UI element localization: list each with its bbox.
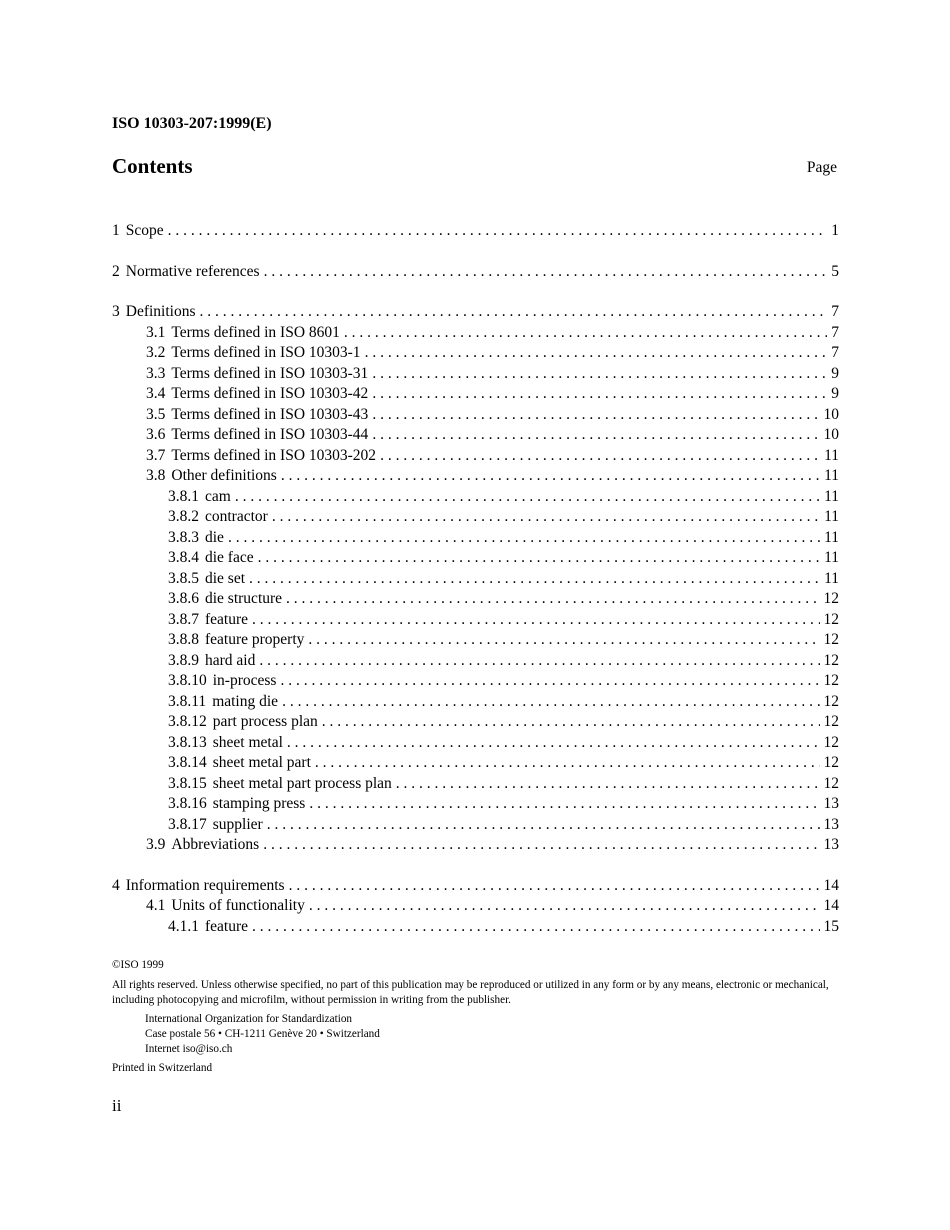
dot-leader: [372, 384, 827, 405]
toc-entry-title: Terms defined in ISO 10303-42: [171, 385, 369, 402]
dot-leader: [235, 487, 820, 508]
toc-entry-page: 12: [823, 774, 839, 792]
toc-entry-title: die structure: [205, 590, 283, 607]
table-of-contents: [112, 221, 839, 937]
dot-leader: [249, 569, 820, 590]
toc-entry-page: 15: [823, 917, 839, 935]
copyright-notice: ©ISO 1999: [112, 959, 164, 971]
toc-entry-title: Terms defined in ISO 10303-44: [171, 426, 369, 443]
toc-entry-title: supplier: [212, 815, 263, 833]
toc-entry-title: feature: [205, 917, 249, 935]
toc-entry-title: Terms defined in ISO 8601: [171, 323, 340, 341]
dot-leader: [252, 610, 819, 631]
toc-entry-page: 9: [831, 385, 839, 402]
dot-leader: [372, 405, 819, 426]
toc-entry-title: hard aid: [205, 651, 256, 669]
dot-leader: [315, 753, 820, 774]
toc-entry-page: 7: [831, 344, 839, 361]
toc-entry[interactable]: [112, 425, 839, 446]
toc-entry-page: 5: [831, 262, 839, 280]
dot-leader: [263, 835, 819, 856]
toc-entry[interactable]: [112, 651, 839, 672]
dot-leader: [200, 302, 828, 323]
org-name: International Organization for Standardization: [145, 1013, 353, 1025]
dot-leader: [372, 425, 819, 446]
toc-entry[interactable]: [112, 733, 839, 754]
toc-entry[interactable]: [112, 671, 839, 692]
toc-entry-title: part process plan: [212, 713, 318, 730]
dot-leader: [228, 528, 820, 549]
toc-entry-title: stamping press: [212, 795, 306, 812]
toc-entry-title: Information requirements: [125, 876, 285, 894]
toc-entry-title: mating die: [212, 692, 279, 710]
toc-entry-title: Terms defined in ISO 10303-1: [171, 344, 361, 361]
dot-leader: [309, 794, 819, 815]
toc-entry-page: 1: [831, 222, 839, 239]
toc-entry-number: 3.2: [146, 344, 166, 361]
toc-entry-title: die face: [205, 549, 254, 566]
toc-entry-number: 3.8.17: [168, 815, 207, 833]
dot-leader: [308, 630, 819, 651]
org-address: Case postale 56 • CH-1211 Genève 20 • Switzerland: [145, 1028, 380, 1040]
dot-leader: [267, 815, 820, 836]
toc-entry-page: 7: [831, 323, 839, 341]
document-id: ISO 10303-207:1999(E): [112, 115, 272, 132]
dot-leader: [365, 343, 828, 364]
toc-entry[interactable]: [112, 384, 839, 405]
toc-entry-page: 11: [824, 508, 839, 525]
toc-entry-page: 12: [823, 590, 839, 607]
toc-entry-number: 3.8.2: [168, 508, 199, 525]
toc-entry-number: 3.9: [146, 836, 166, 853]
toc-entry[interactable]: [112, 896, 839, 917]
toc-entry-number: 3.8.4: [168, 549, 199, 566]
toc-entry[interactable]: [112, 876, 839, 897]
toc-entry-number: 3.5: [146, 405, 166, 423]
toc-entry[interactable]: [112, 302, 839, 323]
dot-leader: [258, 548, 820, 569]
toc-entry-page: 10: [823, 426, 839, 443]
dot-leader: [252, 917, 819, 938]
toc-entry-number: 3.8.11: [168, 692, 207, 710]
toc-entry-title: Abbreviations: [171, 836, 260, 853]
toc-entry[interactable]: [112, 917, 839, 938]
org-internet: Internet iso@iso.ch: [145, 1043, 233, 1055]
dot-leader: [287, 733, 820, 754]
dot-leader: [280, 671, 819, 692]
toc-entry-number: 3.8.6: [168, 590, 199, 607]
dot-leader: [380, 446, 820, 467]
toc-entry-number: 3.8.16: [168, 795, 207, 812]
toc-entry-page: 11: [824, 569, 839, 587]
toc-entry-page: 11: [824, 528, 839, 546]
toc-entry-title: Units of functionality: [171, 897, 305, 914]
toc-entry-title: Definitions: [125, 303, 196, 320]
toc-entry-title: Scope: [125, 222, 164, 239]
toc-entry-title: in-process: [212, 672, 277, 689]
page-number: ii: [112, 1096, 122, 1115]
toc-entry-title: die: [205, 528, 224, 546]
toc-entry-title: sheet metal part process plan: [212, 774, 392, 792]
toc-entry-number: 1: [112, 222, 120, 239]
toc-entry[interactable]: [112, 405, 839, 426]
toc-entry-number: 3.1: [146, 323, 166, 341]
toc-entry-title: sheet metal: [212, 733, 283, 751]
toc-entry[interactable]: [112, 794, 839, 815]
toc-entry-page: 12: [823, 672, 839, 689]
toc-entry-page: 12: [823, 651, 839, 669]
dot-leader: [286, 589, 819, 610]
contents-heading: Contents: [112, 154, 193, 178]
dot-leader: [344, 323, 827, 344]
rights-statement: All rights reserved. Unless otherwise specified, no part of this publication may be reproduced or utilized in any form or by any means, electronic or mechanical, including photocopying and microfilm, without permission in writing from the publisher.: [112, 979, 829, 1006]
toc-entry-title: cam: [205, 487, 231, 505]
toc-entry[interactable]: [112, 221, 839, 242]
dot-leader: [259, 651, 819, 672]
toc-entry[interactable]: [112, 630, 839, 651]
toc-entry-page: 7: [831, 303, 839, 320]
toc-entry[interactable]: [112, 323, 839, 344]
toc-entry-page: 11: [824, 467, 839, 484]
toc-entry-page: 12: [823, 754, 839, 771]
toc-entry-number: 3.8.12: [168, 713, 207, 730]
toc-entry-page: 11: [824, 487, 839, 505]
dot-leader: [322, 712, 820, 733]
toc-entry[interactable]: [112, 692, 839, 713]
toc-entry[interactable]: [112, 753, 839, 774]
toc-entry-page: 12: [823, 631, 839, 648]
toc-entry-number: 3.7: [146, 446, 166, 464]
toc-entry-page: 14: [823, 897, 839, 914]
toc-entry-title: sheet metal part: [212, 754, 311, 771]
toc-entry-number: 3.6: [146, 426, 166, 443]
toc-entry[interactable]: [112, 610, 839, 631]
toc-entry[interactable]: [112, 262, 839, 283]
toc-entry-title: die set: [205, 569, 246, 587]
toc-entry-number: 3.8.3: [168, 528, 199, 546]
toc-entry[interactable]: [112, 569, 839, 590]
toc-entry-number: 3.4: [146, 385, 166, 402]
toc-entry-page: 10: [823, 405, 839, 423]
toc-entry-page: 9: [831, 364, 839, 382]
toc-entry-page: 11: [824, 446, 839, 464]
toc-entry-page: 13: [823, 836, 839, 853]
toc-entry-number: 3.8.14: [168, 754, 207, 771]
copyright-footer: [112, 958, 840, 1076]
toc-entry-page: 12: [823, 713, 839, 730]
dot-leader: [168, 221, 828, 242]
toc-entry[interactable]: [112, 589, 839, 610]
toc-entry-number: 3.8.1: [168, 487, 199, 505]
toc-entry-page: 12: [823, 610, 839, 628]
toc-entry[interactable]: [112, 507, 839, 528]
toc-entry[interactable]: [112, 528, 839, 549]
dot-leader: [289, 876, 820, 897]
toc-entry[interactable]: [112, 446, 839, 467]
toc-entry-number: 3.3: [146, 364, 166, 382]
toc-entry-title: contractor: [205, 508, 268, 525]
toc-entry-number: 4.1.1: [168, 917, 199, 935]
toc-entry-page: 13: [823, 815, 839, 833]
toc-entry[interactable]: [112, 343, 839, 364]
toc-entry-number: 3.8: [146, 467, 166, 484]
toc-entry-title: Normative references: [125, 262, 260, 280]
toc-entry[interactable]: [112, 712, 839, 733]
toc-entry-page: 14: [823, 876, 839, 894]
toc-entry[interactable]: [112, 548, 839, 569]
toc-entry-number: 3.8.15: [168, 774, 207, 792]
dot-leader: [372, 364, 827, 385]
toc-entry-title: feature property: [205, 631, 305, 648]
toc-entry-number: 3: [112, 303, 120, 320]
toc-entry-number: 4: [112, 876, 120, 894]
toc-entry-title: Terms defined in ISO 10303-31: [171, 364, 369, 382]
toc-entry-number: 3.8.5: [168, 569, 199, 587]
toc-entry-number: 3.8.7: [168, 610, 199, 628]
toc-entry-number: 3.8.10: [168, 672, 207, 689]
dot-leader: [309, 896, 820, 917]
printed-location: Printed in Switzerland: [112, 1062, 213, 1074]
dot-leader: [272, 507, 820, 528]
toc-entry-number: 3.8.13: [168, 733, 207, 751]
dot-leader: [264, 262, 828, 283]
toc-entry-page: 13: [823, 795, 839, 812]
toc-entry[interactable]: [112, 466, 839, 487]
toc-entry-number: 3.8.9: [168, 651, 199, 669]
toc-entry-page: 12: [823, 733, 839, 751]
toc-entry-number: 4.1: [146, 897, 166, 914]
toc-entry[interactable]: [112, 487, 839, 508]
dot-leader: [396, 774, 820, 795]
toc-entry-title: feature: [205, 610, 249, 628]
toc-entry[interactable]: [112, 835, 839, 856]
toc-entry-number: 2: [112, 262, 120, 280]
page-column-label: Page: [806, 159, 837, 176]
toc-entry[interactable]: [112, 815, 839, 836]
dot-leader: [281, 466, 820, 487]
toc-entry[interactable]: [112, 364, 839, 385]
dot-leader: [282, 692, 819, 713]
toc-entry-page: 12: [823, 692, 839, 710]
toc-entry-title: Other definitions: [171, 467, 277, 484]
toc-entry-title: Terms defined in ISO 10303-43: [171, 405, 369, 423]
toc-entry[interactable]: [112, 774, 839, 795]
toc-entry-number: 3.8.8: [168, 631, 199, 648]
toc-entry-title: Terms defined in ISO 10303-202: [171, 446, 377, 464]
toc-entry-page: 11: [824, 549, 839, 566]
